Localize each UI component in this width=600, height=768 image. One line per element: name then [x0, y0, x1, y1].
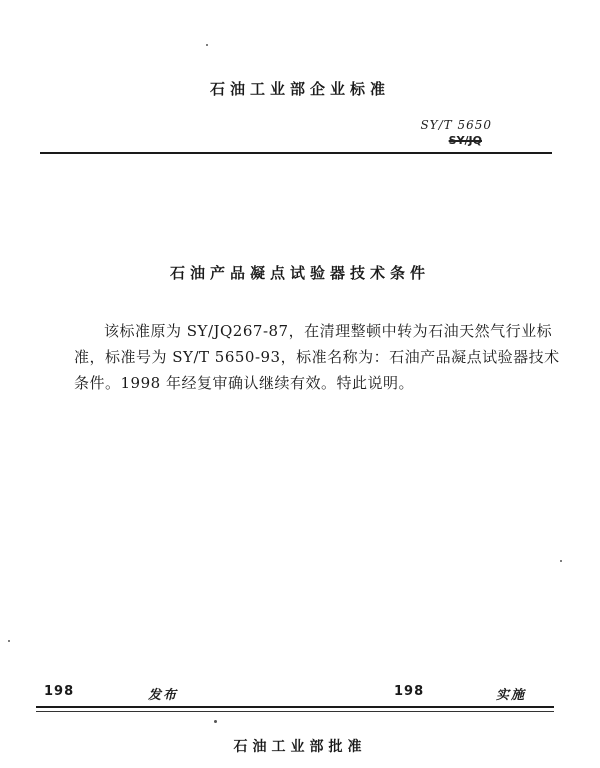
scan-speck	[8, 640, 10, 642]
implement-label: 实施	[496, 688, 527, 703]
scan-speck	[560, 560, 562, 562]
approver-line: 石油工业部批准	[233, 739, 367, 755]
standard-code-old-struck: SY/JQ	[448, 134, 482, 147]
header-title: 石油工业部企业标准	[209, 80, 390, 98]
document-title: 石油产品凝点试验器技术条件	[169, 264, 430, 282]
standard-code	[382, 118, 492, 152]
scan-speck	[206, 44, 208, 46]
bottom-divider	[36, 706, 554, 708]
footer-dates	[0, 684, 600, 704]
document-body: 该标准原为 SY/JQ267-87，在清理整顿中转为石油天然气行业标准，标准号为 SY/T 5650-93，标准名称为：石油产品凝点试验器技术条件。1998 年经复审确认继续有效。特此说明。	[74, 322, 560, 392]
scan-speck	[214, 720, 217, 723]
publish-year: 198	[44, 684, 75, 699]
implement-year: 198	[394, 684, 425, 699]
bottom-divider-thin	[36, 711, 554, 712]
top-divider	[40, 152, 552, 154]
publish-label: 发布	[148, 688, 179, 703]
standard-code-new: SY/T 5650	[420, 118, 492, 132]
